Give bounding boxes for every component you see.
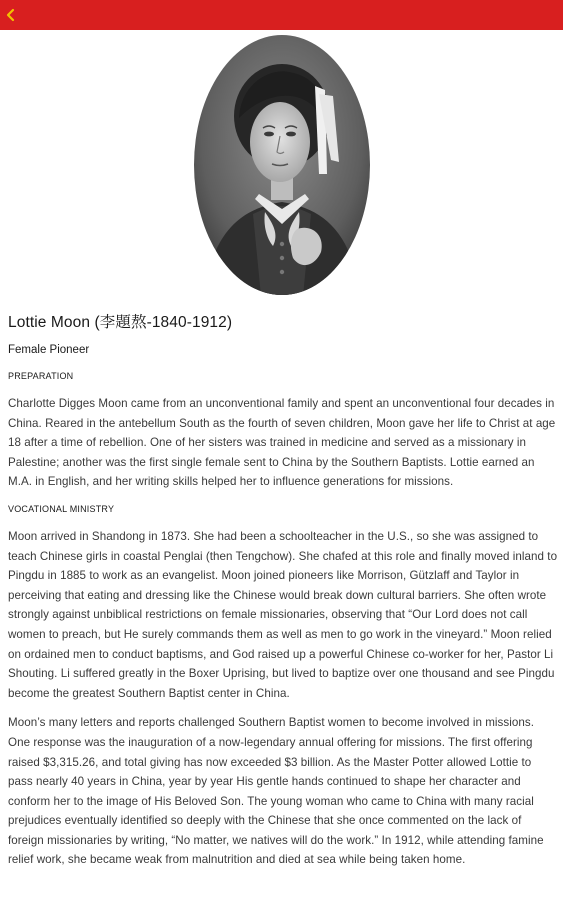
app-header <box>0 0 563 30</box>
article-content <box>8 312 558 880</box>
paragraph: Moon arrived in Shandong in 1873. She had been a schoolteacher in the U.S., so she was assigned to teach Chinese girls in coastal Penglai (then Tengchow). She chafed at this role and finally moved inland to Pingdu in 1885 to work as an evangelist. Moon joined pioneers like Morrison, Gützlaff and Taylor in perceiving that eating and dressing like the Chinese would break down cultural barriers. She often wrote strongly against unbiblical restrictions on female missionaries, observing that “Our Lord does not call women to preach, but He surely commands them as well as men to go work in the vineyard.” Moon relied on ordained men to conduct baptisms, and God raised up a powerful Chinese co-worker for her, Pastor Li Shouting. Li suffered greatly in the Boxer Uprising, but lived to baptize over one thousand and see Pingdu become the greatest Southern Baptist center in China. <box>8 529 558 700</box>
section-heading-preparation: PREPARATION <box>8 371 74 381</box>
chevron-left-icon <box>2 5 20 25</box>
portrait-image <box>193 34 371 296</box>
paragraph: Charlotte Digges Moon came from an unconventional family and spent an unconventional four decades in China. Reared in the antebellum South as the fourth of seven children, Moon gave her life to Christ at age 18 after a time of rebellion. One of her sisters was trained in medicine and served as a missionary in Palestine; another was the first single female sent to China by the Southern Baptists. Lottie earned an M.A. in English, and her writing skills helped her to influence generations for missions. <box>8 397 556 489</box>
paragraph: Moon’s many letters and reports challenged Southern Baptist women to become involved in missions. One response was the inauguration of a now-legendary annual offering for missions. The first offering raised $3,315.26, and total giving has now exceeded $3 billion. As the Master Potter allowed Lottie to pass nearly 40 years in China, year by year His gentle hands continued to shape her character and conform her to the image of His Beloved Son. The young woman who came to China with many racial prejudices eventually identified so deeply with the Chinese that she once commented on the lack of foreign missionaries by writing, “No matter, we natives will do the work.” In 1912, while attending famine relief work, she became weak from malnutrition and died at sea while being taken home. <box>8 716 544 867</box>
article-title: Lottie Moon (李題熬-1840-1912) <box>8 314 233 331</box>
article-subtitle: Female Pioneer <box>8 344 90 356</box>
section-heading-vocational-ministry: VOCATIONAL MINISTRY <box>8 503 115 514</box>
back-button[interactable] <box>2 5 20 25</box>
